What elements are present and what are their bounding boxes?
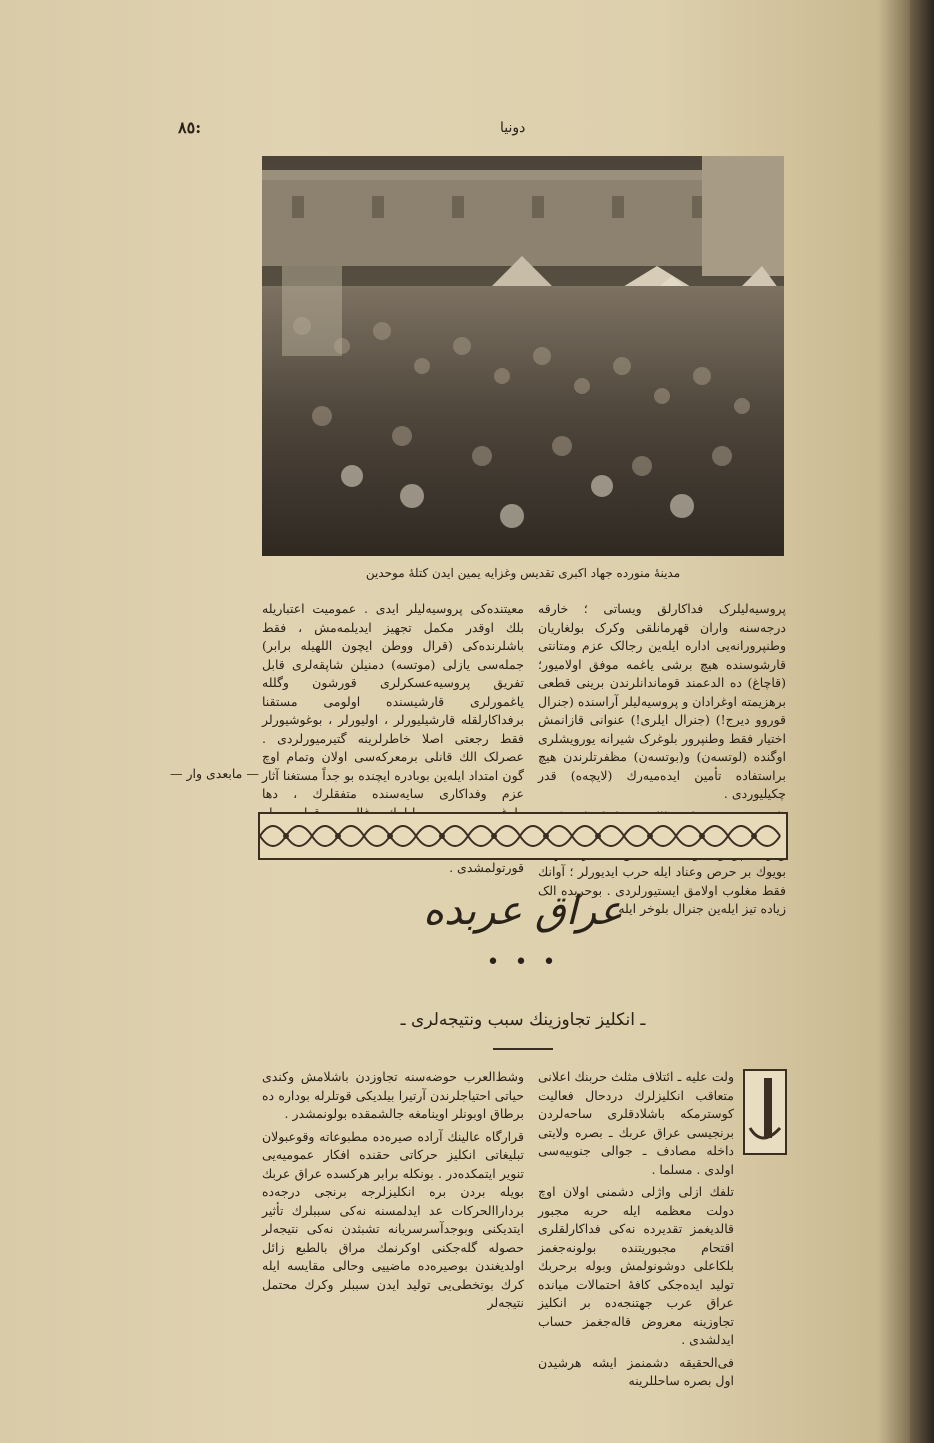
ornamental-divider [258, 812, 788, 860]
paragraph: قرارگاه عالینك آراده صیره‌ده مطبوعاته وقوعبولان تبلیغاتی انکلیز حرکاتی حقنده افکار عمومیه‌یی تنویر ایتمکده‌در . بونکله برابر هرکسده عراق عربك بویله بردن بره انکلیزلرجه برنجی درجه‌ده برداراالحرکات عد ایدلمسنه نه‌کی سببلرك تأثیر ایتدیکنی وبوجدآسرسریانه تشبثدن نه‌کی نتیجه‌لر حصوله گله‌جکنی اوکرنمك مراق بالطبع زائل اولدیغندن بوصیره‌ده ماضییی وحالی مقایسه ایله کرك بوتخطی‌یی تولید ایدن سببلر وکرك محتمل نتیجه‌لر [262, 1128, 524, 1310]
page-number: :٨٥ [178, 118, 202, 137]
paragraph: ولت علیه ـ ائتلاف مثلث حربنك اعلانی متعاقب انکلیزلرك دردحال فعالیت کوسترمکه باشلادقلری ساحه‌لردن برنجیسی عراق عربك ـ بصره ولایتی داخله مصادف ـ جوالی جنوبیه‌سی اولدی . مسلما . [538, 1069, 734, 1177]
paragraph: بویوك بر حرص وعناد ایله حرب ایدیورلر ؛ آوانك فقط مغلوب اولامق ایستیورلردی . بوحربده الک زیاده تیز ایله‌ین جنرال بلوخر ایله [538, 864, 786, 916]
article2-right-column [538, 1068, 788, 1388]
photo-image [262, 156, 784, 556]
paragraph: تلفك ازلی واژلی دشمنی اولان اوچ دولت معظمه ایله حربه مجبور قالدیغمز تقدیرده نه‌کی فداکارلقلری اقتحام مجبوریتنده بولونه‌جغمز بلکاعلی دوشونولمش وبوله برحربك تولید ایده‌جکی کافۀ احتمالات میانده عراق عرب جهتنجه‌ده بر انکلیز تجاوزینه معروض قاله‌جغمز حساب ایدلشدی . [538, 1184, 734, 1347]
article2-left-column [262, 1068, 524, 1358]
to-be-continued-note: — مابعدی وار — [170, 766, 259, 781]
paragraph: فی‌الحقیقه دشمنمز ایشه هرشیدن اول بصره ساحللرینه [538, 1354, 734, 1388]
paragraph: وشط‌العرب حوضه‌سنه تجاوزدن باشلامش وکندی حیاتی احتیاجلرندن آرتیرا بیلدیکی قوتلرله بوداره ده برطاق اوبونلر اوینامغه جالشمقده بولونمشدر . [262, 1069, 524, 1121]
article-title: عراق عربده [423, 888, 623, 934]
floral-pattern-icon [260, 814, 786, 858]
article-subtitle: ـ انکلیز تجاوزینك سبب ونتیجه‌لری ـ [400, 1010, 646, 1030]
divider-rule [493, 1048, 553, 1050]
photo-caption: مدینۀ منورده جهاد اکبری تقدیس وغزایه یمین ایدن کتلۀ موحدین [365, 566, 681, 580]
article1-right-column [538, 600, 786, 916]
book-spine [910, 0, 934, 1443]
title-dots: • • • [486, 950, 560, 975]
crowd-photograph [262, 156, 784, 556]
paragraph: معیتنده‌کی پروسیه‌لیلر ایدی . عمومیت اعتباریله بلك اوقدر مکمل تجهیز ایدیلمه‌مش ، فقط باشلرنده‌کی (قرال ووطن ایچون اللهیله برابر) جمله‌سی یازلی (موتسه) دمنیلن شاپقه‌لری قابل تفریق پروسیه‌عسکرلری قورشون وگلله یاغمورلری قارشیسنده اولومی مستقنا برفداکارلقله قارشیلیورلر ، اولیورلر ، بوغوشیورلر فقط رجعتی اصلا خاطرلرینه گتیرمیورلردی . عصرلک الك قانلی برمعرکه‌سی اولان وتمام اوچ گون امتداد ایله‌ین بوبادره ایچنده بو جداً مستغنا آثار عزم وفداکاری سایه‌سنده متفقلرك ، دها قورتولمشدی . [262, 601, 524, 875]
paragraph: پروسیه‌لیلرک فداکارلق ویساتی ؛ خارقه درجه‌سنه واران قهرمانلقی وکرک بولغاریان وطنپرورانه‌یی اداره ایله‌ین رجالک عزم ومتانتی قارشوسنده هیچ برشی یاغمه موفق اولامیور؛ (قاچاغ) ده الدعمند قوماندانلرندن برینی قطعی برهزیمته اوغرادان و پروسیه‌لیلر آراسنده (جنرال قوروو دیرج!) (جنرال ایلری!) عنوانی قازانمش اختیار فقط وطنپرور بلوغرک شیرانه یورویشلری اوگنده (لوتسه‌ن) و(بوتسه‌ن) مظفرتلرندن هیچ براستفاده تأمین ایده‌میه‌رك (لایچه‌ه) قدر چکیلیوردی . [538, 601, 786, 801]
article1-left-column [262, 600, 524, 875]
running-head: دونیا [500, 120, 526, 136]
